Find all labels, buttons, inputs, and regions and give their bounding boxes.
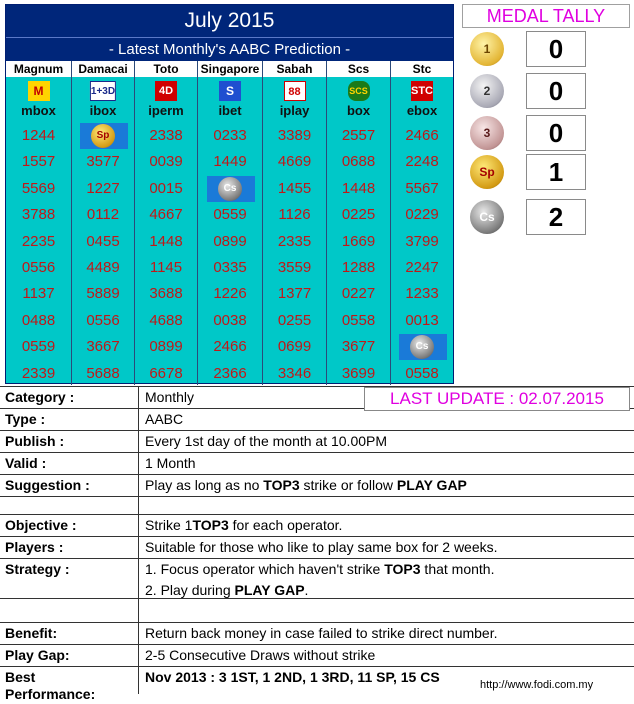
operator-name: Sabah xyxy=(263,61,326,77)
bet-type: iperm xyxy=(148,103,184,118)
prediction-number: 1244 xyxy=(21,127,56,144)
sabah-logo-icon: 88 xyxy=(284,81,306,101)
prediction-number: 1449 xyxy=(213,153,247,171)
stc-logo-icon: STC xyxy=(411,81,433,101)
info-label: Valid : xyxy=(5,455,47,471)
panel-title: July 2015 xyxy=(6,5,453,37)
info-label: Publish : xyxy=(5,433,65,449)
cs-medal-icon: Cs xyxy=(218,177,242,201)
prediction-number: 1669 xyxy=(341,232,376,250)
prediction-number: 2247 xyxy=(405,259,439,276)
info-value: Return back money in case failed to strike direct number. xyxy=(145,625,498,641)
bet-type: mbox xyxy=(21,103,56,118)
prediction-number: 3788 xyxy=(21,206,56,224)
prediction-number: 1288 xyxy=(341,259,376,276)
prediction-number: 3677 xyxy=(341,338,376,356)
prediction-number: 0013 xyxy=(405,311,439,329)
medal-tally-title: MEDAL TALLY xyxy=(462,4,630,28)
info-row xyxy=(0,514,634,536)
prediction-number: 0255 xyxy=(277,311,312,329)
info-value: 2-5 Consecutive Draws without strike xyxy=(145,647,376,663)
info-label: Play Gap: xyxy=(5,647,70,663)
info-row xyxy=(0,622,634,644)
prediction-number: 0038 xyxy=(213,311,247,329)
sp-medal-icon: Sp xyxy=(470,155,504,189)
prediction-number: 0455 xyxy=(86,232,120,250)
operator-column-damacai xyxy=(71,61,134,385)
prediction-number: 0233 xyxy=(213,127,247,144)
info-row xyxy=(0,408,634,430)
prediction-number: 0559 xyxy=(21,338,56,356)
prediction-number: 0688 xyxy=(341,153,376,171)
prediction-number: 4688 xyxy=(149,311,183,329)
prediction-number: 2466 xyxy=(213,338,247,356)
sp-medal-icon: Sp xyxy=(91,124,115,148)
prediction-number: 6678 xyxy=(149,364,183,382)
last-update-label: LAST UPDATE : 02.07.2015 xyxy=(364,387,630,411)
prediction-number: 3799 xyxy=(405,232,439,250)
info-row xyxy=(0,496,634,514)
medal-count: 0 xyxy=(526,73,586,109)
info-value: Every 1st day of the month at 10.00PM xyxy=(145,433,388,449)
info-label: Benefit: xyxy=(5,625,58,641)
prediction-number: 2466 xyxy=(405,127,439,144)
operator-column-sabah xyxy=(262,61,326,385)
bet-type: ibox xyxy=(89,103,117,118)
prediction-number: 5569 xyxy=(21,179,56,197)
prediction-number: 5688 xyxy=(86,364,120,382)
medal-count: 0 xyxy=(526,115,586,151)
prediction-number: 5889 xyxy=(86,285,120,303)
prediction-number: 0559 xyxy=(213,206,247,224)
magnum-logo-icon: M xyxy=(28,81,50,101)
info-row xyxy=(0,452,634,474)
prediction-number: 2235 xyxy=(21,232,56,250)
operator-name: Singapore xyxy=(198,61,262,77)
info-row xyxy=(0,558,634,580)
operator-name: Scs xyxy=(327,61,390,77)
info-value: Strike 1TOP3 for each operator. xyxy=(145,517,343,533)
prediction-number: 1226 xyxy=(213,285,247,303)
prediction-number: 0558 xyxy=(405,364,439,382)
prediction-number: 0556 xyxy=(21,259,56,276)
prediction-number: 0335 xyxy=(213,259,247,276)
operator-column-singapore xyxy=(197,61,262,385)
prediction-number: 2248 xyxy=(405,153,439,171)
prediction-number: 1126 xyxy=(278,206,311,224)
info-row xyxy=(0,474,634,496)
scs-logo-icon: SCS xyxy=(348,81,370,101)
prediction-number: 1233 xyxy=(405,285,439,303)
prediction-number: 2339 xyxy=(21,364,56,382)
info-value: 2. Play during PLAY GAP. xyxy=(145,582,309,598)
prediction-number: 1448 xyxy=(149,232,183,250)
second-prize-medal-icon: 2 xyxy=(470,74,504,108)
prediction-number: 1145 xyxy=(149,259,183,276)
info-label: Category : xyxy=(5,389,75,405)
prediction-number: 3688 xyxy=(149,285,183,303)
operator-name: Magnum xyxy=(6,61,71,77)
singapore-logo-icon: S xyxy=(219,81,241,101)
prediction-number: 2338 xyxy=(149,127,183,144)
prediction-number: 1377 xyxy=(277,285,312,303)
prediction-number: 0556 xyxy=(86,311,120,329)
info-label: Strategy : xyxy=(5,561,70,577)
info-value: Nov 2013 : 3 1ST, 1 2ND, 1 3RD, 11 SP, 15 CS xyxy=(145,669,440,685)
bet-type: ibet xyxy=(218,103,242,118)
prediction-number: 0899 xyxy=(149,338,183,356)
bet-type: iplay xyxy=(279,103,310,118)
info-value: 1 Month xyxy=(145,455,196,471)
info-value: Play as long as no TOP3 strike or follow PLAY GAP xyxy=(145,477,467,493)
prediction-number: 4669 xyxy=(277,153,312,171)
info-label: Performance: xyxy=(5,686,96,702)
prediction-number: 3559 xyxy=(277,259,312,276)
info-label: Objective : xyxy=(5,517,77,533)
prediction-number: 3667 xyxy=(86,338,120,356)
prediction-number: 0112 xyxy=(86,206,120,224)
prediction-number: 2366 xyxy=(213,364,247,382)
prediction-number: 4667 xyxy=(149,206,183,224)
prediction-number: 1557 xyxy=(21,153,56,171)
third-prize-medal-icon: 3 xyxy=(470,116,504,150)
info-value: Suitable for those who like to play same box for 2 weeks. xyxy=(145,539,498,555)
operator-column-scs xyxy=(326,61,390,385)
info-label: Type : xyxy=(5,411,46,427)
prediction-number: 3346 xyxy=(277,364,312,382)
prediction-number: 3699 xyxy=(341,364,376,382)
info-label: Players : xyxy=(5,539,64,555)
prediction-number: 1137 xyxy=(22,285,55,303)
operator-name: Stc xyxy=(391,61,453,77)
prediction-number: 0229 xyxy=(405,206,439,224)
info-label: Best xyxy=(5,669,36,685)
medal-count: 2 xyxy=(526,199,586,235)
prediction-number: 0899 xyxy=(213,232,247,250)
medal-count: 0 xyxy=(526,31,586,67)
toto-logo-icon: 4D xyxy=(155,81,177,101)
prediction-number: 3389 xyxy=(277,127,312,144)
prediction-number: 0699 xyxy=(277,338,312,356)
prediction-number: 0015 xyxy=(149,179,183,197)
bet-type: ebox xyxy=(406,103,438,118)
prediction-number: 0488 xyxy=(21,311,56,329)
prediction-number: 5567 xyxy=(405,179,439,197)
info-label: Suggestion : xyxy=(5,477,90,493)
operator-name: Toto xyxy=(135,61,197,77)
prediction-number: 0039 xyxy=(149,153,183,171)
prediction-number: 4489 xyxy=(86,259,120,276)
prediction-number: 0227 xyxy=(341,285,376,303)
prediction-number: 0558 xyxy=(341,311,376,329)
operator-column-stc xyxy=(390,61,453,385)
info-row xyxy=(0,536,634,558)
footer-url: http://www.fodi.com.my xyxy=(480,679,594,691)
first-prize-medal-icon: 1 xyxy=(470,32,504,66)
table-divider xyxy=(138,386,139,694)
prediction-number: 1448 xyxy=(341,179,376,197)
prediction-number: 1227 xyxy=(86,179,120,197)
panel-subtitle: - Latest Monthly's AABC Prediction - xyxy=(6,37,453,61)
info-row xyxy=(0,598,634,622)
operator-column-toto xyxy=(134,61,197,385)
prediction-number: 2335 xyxy=(277,232,312,250)
prediction-panel xyxy=(5,4,454,384)
info-value: AABC xyxy=(145,411,184,427)
operator-column-magnum xyxy=(6,61,71,385)
cs-medal-icon: Cs xyxy=(410,335,434,359)
damacai-logo-icon: 1+3D xyxy=(90,81,116,101)
bet-type: box xyxy=(346,103,371,118)
info-row xyxy=(0,580,634,598)
medal-count: 1 xyxy=(526,154,586,190)
prediction-number: 2557 xyxy=(341,127,376,144)
info-value: 1. Focus operator which haven't strike TOP3 that month. xyxy=(145,561,495,577)
cs-medal-icon: Cs xyxy=(470,200,504,234)
prediction-number: 3577 xyxy=(86,153,120,171)
prediction-number: 0225 xyxy=(341,206,376,224)
info-row xyxy=(0,644,634,666)
prediction-number: 1455 xyxy=(277,179,312,197)
operator-name: Damacai xyxy=(72,61,134,77)
info-value: Monthly xyxy=(145,389,195,405)
info-row xyxy=(0,430,634,452)
